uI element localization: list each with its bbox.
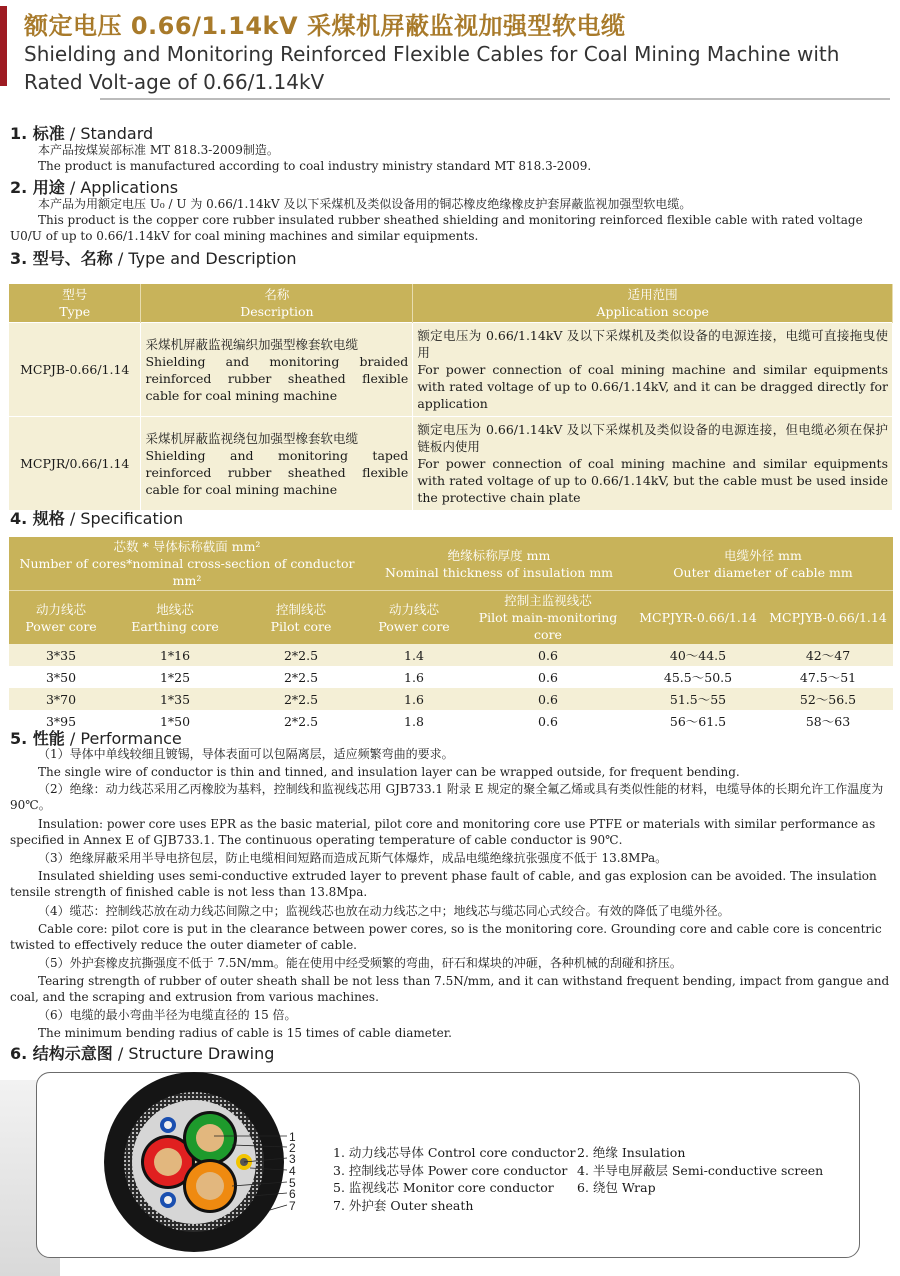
cell: 1.8 [365,710,463,732]
cell: 2*2.5 [237,688,365,710]
item-number: （4） [38,904,70,918]
group-cn: 电缆外径 mm [724,547,802,563]
cell: 3*35 [9,644,113,666]
cell: 3*50 [9,666,113,688]
section-heading-en: / Type and Description [112,249,297,268]
sub-od-mcpjyb: MCPJYB-0.66/1.14 [763,591,893,645]
spec-group-header [9,537,893,591]
legend-item: 5. 监视线芯 Monitor core conductor [333,1180,554,1195]
legend-row [333,1197,823,1215]
callout-4: 4 [289,1164,296,1178]
legend-row [333,1162,823,1180]
scope-cn: 额定电压为 0.66/1.14kV 及以下采煤机及类似设备的电源连接，但电缆必须在保护链板内使用 [417,422,888,454]
section-heading-cn: 4. 规格 [10,509,65,528]
cell: 45.5～50.5 [633,666,763,688]
section-heading-en: / Performance [64,729,182,748]
legend-item: 4. 半导电屏蔽层 Semi-conductive screen [577,1162,824,1178]
spec-table [9,537,893,732]
section-standard-heading [10,121,153,144]
sub-en: Pilot core [270,618,332,634]
perf-item-2-en: Insulation: power core uses EPR as the basic material, pilot core and monitoring core use PTFE or materials with similar performance as specified in Annex E of GJB733.1. The continuous operating temperature of cable conductor is 90℃. [10,817,876,847]
cell: 58～63 [763,710,893,732]
page-header [0,0,900,100]
table-row [9,666,893,688]
legend-item: 7. 外护套 Outer sheath [333,1197,474,1213]
structure-legend [333,1144,823,1214]
cell: 0.6 [463,710,633,732]
cell: 1*50 [113,710,237,732]
legend-item: 2. 绝缘 Insulation [577,1145,686,1160]
item-number: （3） [38,851,70,865]
table-row [9,417,893,511]
header-accent-bar [0,6,7,86]
standard-text-cn: 本产品按煤炭部标准 MT 818.3-2009制造。 [38,143,279,157]
cell: 1*25 [113,666,237,688]
description-cn: 采煤机屏蔽监视编织加强型橡套软电缆 [145,336,358,352]
sub-en: Power core [25,618,97,634]
title-chinese: 额定电压 0.66/1.14kV 采煤机屏蔽监视加强型软电缆 [24,12,626,40]
section-heading-en: / Applications [64,178,179,197]
legend-item: 6. 绕包 Wrap [577,1180,656,1195]
cell: 3*70 [9,688,113,710]
group-conductor [9,537,365,591]
sub-power-core [9,591,113,645]
perf-item-3-cn [10,850,892,866]
section-structure-heading [10,1041,274,1064]
col-description [141,284,413,323]
description-en: Shielding and monitoring braided reinforced rubber sheathed flexible cable for coal mining machine [145,353,409,403]
sub-cn: 地线芯 [156,601,194,617]
callout-1: 1 [289,1130,296,1144]
table-row [9,688,893,710]
item-text-cn: 导体中单线较细且镀锡，导体表面可以包隔离层，适应频繁弯曲的要求。 [69,747,454,761]
sub-cn: 控制线芯 [275,601,326,617]
applications-text-en: This product is the copper core rubber insulated rubber sheathed shielding and monitoring reinforced flexible cable with rated voltage U0/U of up to 0.66/1.14kV for coal mining machines and similar equipments. [10,213,863,243]
sub-cn: 动力线芯 [35,601,86,617]
section-type-heading [10,246,297,269]
section-heading-cn: 6. 结构示意图 [10,1044,113,1063]
type-table-header [9,284,893,323]
col-type [9,284,141,323]
group-en: Number of cores*nominal cross-section of conductor mm² [19,556,355,588]
cell: 1.6 [365,688,463,710]
callout-5: 5 [289,1176,296,1190]
cell: 2*2.5 [237,644,365,666]
cell: 47.5～51 [763,666,893,688]
cell: 1.6 [365,666,463,688]
group-insulation [365,537,633,591]
type-table [9,284,893,510]
group-cn: 芯数 * 导体标称截面 mm² [113,539,261,554]
perf-item-1-en: The single wire of conductor is thin and tinned, and insulation layer can be wrapped outside, for frequent bending. [38,765,740,779]
header-en: Application scope [596,304,709,319]
sub-en: Pilot main-monitoring core [478,610,618,642]
section-spec-heading [10,506,183,529]
section-applications-heading [10,175,178,198]
sub-ins-power-core [365,591,463,645]
perf-item-6-en: The minimum bending radius of cable is 15 times of cable diameter. [38,1026,452,1040]
description-cn: 采煤机屏蔽监视绕包加强型橡套软电缆 [145,430,358,446]
applications-text-cn: 本产品为用额定电压 U₀ / U 为 0.66/1.14kV 及以下采煤机及类似设备用的铜芯橡皮绝缘橡皮护套屏蔽监视加强型软电缆。 [38,197,692,211]
item-number: （6） [38,1008,70,1022]
standard-text-en: The product is manufactured according to coal industry ministry standard MT 818.3-2009. [38,159,592,173]
group-cn: 绝缘标称厚度 mm [447,547,551,563]
header-cn: 名称 [264,287,290,302]
spec-sub-header [9,591,893,645]
sub-en: Power core [378,618,450,634]
sub-ins-pilot-core [463,591,633,645]
sub-pilot-core [237,591,365,645]
group-en: Nominal thickness of insulation mm [384,564,614,580]
cell: 3*95 [9,710,113,732]
sub-cn: 动力线芯 [388,601,439,617]
scope-cn: 额定电压为 0.66/1.14kV 及以下采煤机及类似设备的电源连接，电缆可直接拖曳使用 [417,328,888,360]
col-scope [413,284,893,323]
cell: 56～61.5 [633,710,763,732]
sub-earthing-core [113,591,237,645]
callout-6: 6 [289,1187,296,1201]
scope-cell [413,323,893,417]
description-en: Shielding and monitoring taped reinforced rubber sheathed flexible cable for coal mining machine [145,447,409,497]
cell: 2*2.5 [237,710,365,732]
group-outer-diameter [633,537,893,591]
perf-item-6-cn [10,1007,892,1023]
item-text-cn: 绝缘：动力线芯采用乙丙橡胶为基料，控制线和监视线芯用 GJB733.1 附录 E 规定的聚全氟乙烯或具有类似性能的材料，电缆导体的长期允许工作温度为 90℃。 [10,782,884,812]
type-cell: MCPJR/0.66/1.14 [9,417,141,511]
callout-3: 3 [289,1152,296,1166]
perf-item-1-cn [10,746,892,762]
title-english: Shielding and Monitoring Reinforced Flexible Cables for Coal Mining Machine with Rated Volt-age of 0.66/1.14kV [24,42,840,94]
legend-row [333,1144,823,1162]
item-number: （2） [38,782,70,796]
legend-row [333,1179,823,1197]
sub-cn: 控制主监视线芯 [504,593,592,608]
cell: 1*35 [113,688,237,710]
description-cell [141,417,413,511]
header-divider [100,98,890,100]
cell: 51.5～55 [633,688,763,710]
description-cell [141,323,413,417]
cell: 0.6 [463,688,633,710]
scope-en: For power connection of coal mining machine and similar equipments with rated voltage of up to 0.66/1.14kV, but the cable must be used inside the protective chain plate [417,456,888,505]
section-heading-en: / Standard [64,124,154,143]
header-en: Type [59,304,91,319]
perf-item-3-en: Insulated shielding uses semi-conductive extruded layer to prevent phase fault of cable, and gas explosion can be avoided. The insulation tensile strength of finished cable is not less than 13.8Mpa. [10,869,877,899]
section-heading-cn: 3. 型号、名称 [10,249,113,268]
item-number: （5） [38,956,70,970]
section-heading-en: / Structure Drawing [112,1044,275,1063]
cell: 0.6 [463,644,633,666]
cell: 40～44.5 [633,644,763,666]
group-en: Outer diameter of cable mm [673,564,853,580]
perf-item-4-en: Cable core: pilot core is put in the clearance between power cores, so is the monitoring core. Grounding core and cable core is concentric twisted to effectively reduce the outer diameter of cable. [10,922,882,952]
item-text-cn: 绝缘屏蔽采用半导电挤包层，防止电缆相间短路而造成瓦斯气体爆炸，成品电缆绝缘抗张强度不低于 13.8MPa。 [69,851,668,865]
callout-2: 2 [289,1141,296,1155]
item-text-cn: 缆芯：控制线芯放在动力线芯间隙之中；监视线芯也放在动力线芯之中；地线芯与缆芯同心式绞合。有效的降低了电缆外径。 [69,904,730,918]
cell: 42～47 [763,644,893,666]
cell: 0.6 [463,666,633,688]
header-cn: 型号 [62,287,88,302]
item-text-cn: 外护套橡皮抗撕强度不低于 7.5N/mm。能在使用中经受频繁的弯曲，矸石和煤块的冲砸，各种机械的刮碰和挤压。 [69,956,682,970]
sub-od-mcpjyr: MCPJYR-0.66/1.14 [633,591,763,645]
perf-item-4-cn [10,903,892,919]
item-text-cn: 电缆的最小弯曲半径为电缆直径的 15 倍。 [69,1008,297,1022]
legend-item: 3. 控制线芯导体 Power core conductor [333,1162,568,1178]
cell: 1*16 [113,644,237,666]
scope-cell [413,417,893,511]
header-cn: 适用范围 [627,287,678,302]
cell: 52～56.5 [763,688,893,710]
section-heading-en: / Specification [64,509,184,528]
section-heading-cn: 2. 用途 [10,178,65,197]
table-row [9,644,893,666]
sub-en: Earthing core [131,618,219,634]
scope-en: For power connection of coal mining machine and similar equipments with rated voltage of up to 0.66/1.14kV, and it can be dragged directly for application [417,362,888,411]
item-number: （1） [38,747,70,761]
table-row [9,323,893,417]
header-en: Description [240,304,314,319]
cell: 1.4 [365,644,463,666]
callout-7: 7 [289,1199,296,1213]
perf-item-5-cn [10,955,892,971]
cell: 2*2.5 [237,666,365,688]
perf-item-2-cn [10,781,892,813]
type-cell: MCPJB-0.66/1.14 [9,323,141,417]
section-heading-cn: 5. 性能 [10,729,65,748]
section-heading-cn: 1. 标准 [10,124,65,143]
perf-item-5-en: Tearing strength of rubber of outer sheath shall be not less than 7.5N/mm, and it can withstand frequent bending, impact from gangue and coal, and the scraping and extrusion from various machines. [10,974,890,1004]
legend-item: 1. 动力线芯导体 Control core conductor [333,1145,576,1160]
